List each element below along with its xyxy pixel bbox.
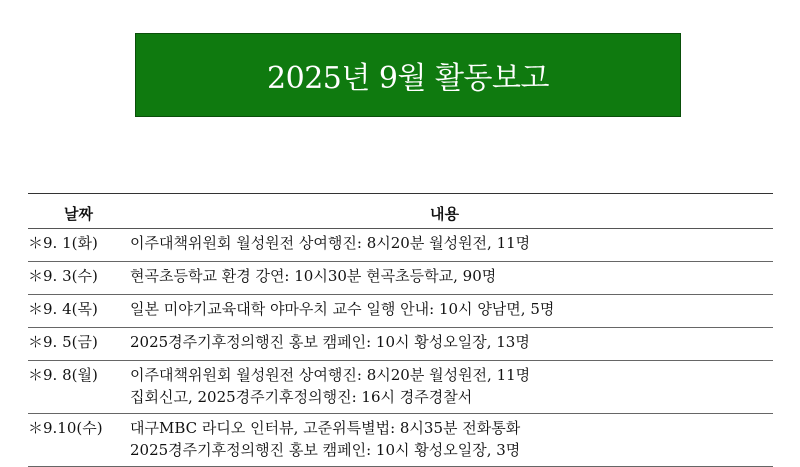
activity-table bbox=[28, 193, 773, 467]
row-content bbox=[130, 417, 773, 461]
table-row bbox=[28, 229, 773, 262]
row-content bbox=[130, 331, 773, 353]
row-content bbox=[130, 298, 773, 320]
row-date: ＊9. 1(화) bbox=[28, 234, 98, 252]
table-header bbox=[28, 194, 773, 229]
row-content bbox=[130, 232, 773, 254]
row-content bbox=[130, 364, 773, 408]
row-line: 현곡초등학교 환경 강연: 10시30분 현곡초등학교, 90명 bbox=[130, 267, 497, 285]
report-title: 2025년 9월 활동보고 bbox=[267, 61, 549, 96]
table-row bbox=[28, 262, 773, 295]
header-content: 내용 bbox=[430, 205, 459, 223]
table-row bbox=[28, 328, 773, 361]
row-date: ＊9. 5(금) bbox=[28, 333, 98, 351]
row-line: 이주대책위원회 월성원전 상여행진: 8시20분 월성원전, 11명 bbox=[130, 366, 531, 384]
table-row bbox=[28, 414, 773, 467]
row-line: 2025경주기후정의행진 홍보 캠페인: 10시 황성오일장, 13명 bbox=[130, 333, 530, 351]
table-row bbox=[28, 295, 773, 328]
row-date: ＊9. 4(목) bbox=[28, 300, 98, 318]
row-line: 2025경주기후정의행진 홍보 캠페인: 10시 황성오일장, 3명 bbox=[130, 441, 521, 459]
table-row bbox=[28, 361, 773, 414]
row-date: ＊9. 8(월) bbox=[28, 366, 98, 384]
header-date: 날짜 bbox=[64, 205, 93, 223]
row-content bbox=[130, 265, 773, 287]
row-line: 대구MBC 라디오 인터뷰, 고준위특별법: 8시35분 전화통화 bbox=[130, 419, 521, 437]
row-line: 일본 미야기교육대학 야마우치 교수 일행 안내: 10시 양남면, 5명 bbox=[130, 300, 555, 318]
row-line: 이주대책위원회 월성원전 상여행진: 8시20분 월성원전, 11명 bbox=[130, 234, 531, 252]
row-date: ＊9. 3(수) bbox=[28, 267, 98, 285]
row-date: ＊9.10(수) bbox=[28, 419, 103, 437]
row-line: 집회신고, 2025경주기후정의행진: 16시 경주경찰서 bbox=[130, 388, 473, 406]
report-title-banner bbox=[135, 33, 681, 117]
